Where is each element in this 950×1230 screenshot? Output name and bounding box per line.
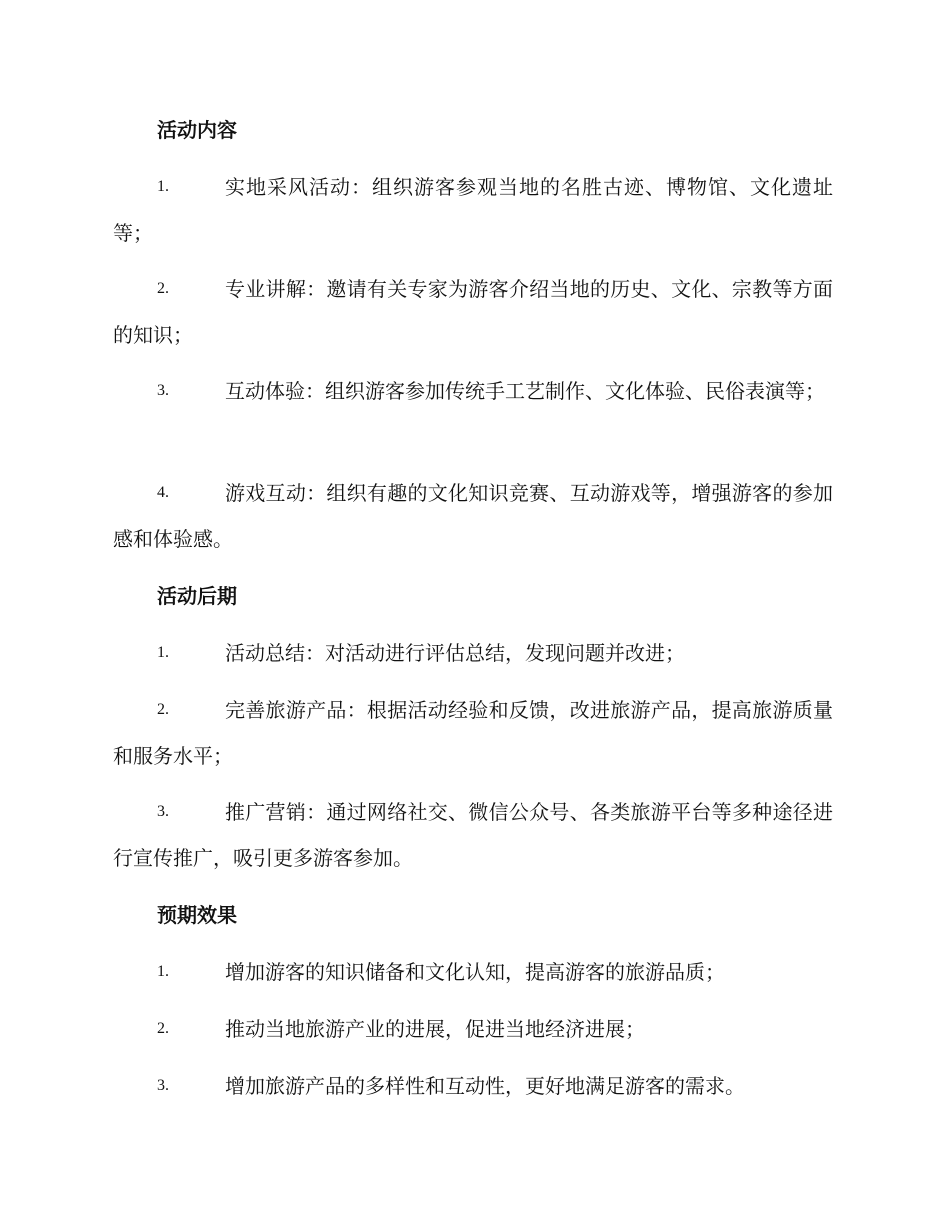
item-text: 专业讲解：邀请有关专家为游客介绍当地的历史、文化、宗教等方面的知识； xyxy=(113,277,833,347)
list-item xyxy=(113,368,833,414)
item-text: 推广营销：通过网络社交、微信公众号、各类旅游平台等多种途径进行宣传推广，吸引更多游客参加。 xyxy=(113,800,833,870)
item-number: 3. xyxy=(157,803,169,820)
item-number: 4. xyxy=(157,484,169,501)
list-item xyxy=(113,1063,833,1109)
item-number: 3. xyxy=(157,382,169,399)
list-item xyxy=(113,266,833,358)
list-item xyxy=(113,164,833,256)
list-item xyxy=(113,687,833,779)
item-number: 2. xyxy=(157,701,169,718)
item-text: 增加旅游产品的多样性和互动性，更好地满足游客的需求。 xyxy=(225,1074,745,1098)
list-item xyxy=(113,949,833,995)
item-number: 1. xyxy=(157,644,169,661)
item-number: 2. xyxy=(157,1020,169,1037)
list-item xyxy=(113,789,833,881)
item-text: 活动总结：对活动进行评估总结，发现问题并改进； xyxy=(225,641,685,665)
section-heading-activity-content: 活动内容 xyxy=(157,118,237,142)
item-text: 互动体验：组织游客参加传统手工艺制作、文化体验、民俗表演等； xyxy=(225,379,825,403)
item-text: 推动当地旅游产业的进展，促进当地经济进展； xyxy=(225,1017,645,1041)
item-number: 1. xyxy=(157,178,169,195)
item-number: 2. xyxy=(157,280,169,297)
list-item xyxy=(113,470,833,562)
item-text: 完善旅游产品：根据活动经验和反馈，改进旅游产品，提高旅游质量和服务水平； xyxy=(113,698,833,768)
item-number: 1. xyxy=(157,963,169,980)
list-item xyxy=(113,630,833,676)
section-heading-post-activity: 活动后期 xyxy=(157,584,237,608)
section-heading-expected-results: 预期效果 xyxy=(157,903,237,927)
item-text: 游戏互动：组织有趣的文化知识竞赛、互动游戏等，增强游客的参加感和体验感。 xyxy=(113,481,833,551)
item-text: 实地采风活动：组织游客参观当地的名胜古迹、博物馆、文化遗址等； xyxy=(113,175,833,245)
item-text: 增加游客的知识储备和文化认知，提高游客的旅游品质； xyxy=(225,960,725,984)
item-number: 3. xyxy=(157,1077,169,1094)
list-item xyxy=(113,1006,833,1052)
